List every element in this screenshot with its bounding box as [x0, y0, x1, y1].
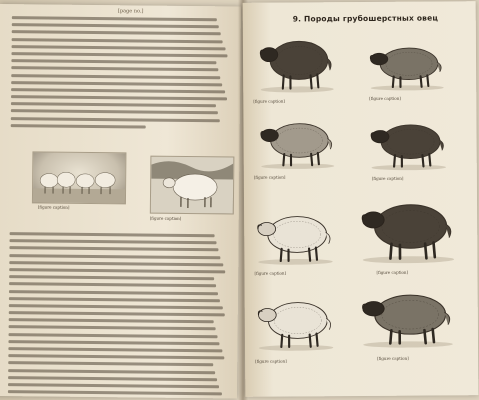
- figure-caption: [figure caption]: [255, 358, 287, 364]
- text-line: [10, 232, 215, 237]
- figure-photo-sheep-flock: [32, 151, 127, 204]
- text-line: [9, 304, 223, 309]
- sheep-drawing: [359, 35, 455, 94]
- text-line: [8, 383, 219, 388]
- figure-illustration: [249, 110, 345, 173]
- text-line: [11, 74, 220, 79]
- paragraph-text-bottom: [8, 232, 228, 398]
- figure-illustration: [349, 279, 467, 352]
- text-line: [9, 326, 216, 331]
- text-line: [11, 102, 216, 107]
- figure-illustration: [249, 26, 345, 97]
- figure-caption: [figure caption]: [253, 174, 286, 180]
- text-line: [8, 340, 219, 345]
- text-line: [9, 254, 220, 259]
- sheep-drawing: [249, 26, 345, 97]
- text-line: [8, 390, 222, 395]
- text-line: [11, 59, 216, 64]
- text-line: [11, 124, 146, 128]
- sheep-drawing: [246, 202, 344, 269]
- sheep-drawing: [249, 110, 345, 173]
- figure-caption: [figure caption]: [377, 355, 409, 361]
- sheep-drawing: [359, 111, 457, 174]
- text-line: [9, 268, 225, 273]
- text-line: [9, 333, 218, 338]
- text-line: [12, 23, 219, 28]
- figure-caption: [figure caption]: [253, 98, 285, 104]
- left-page: [0, 4, 241, 399]
- text-line: [12, 38, 223, 43]
- text-line: [8, 369, 215, 374]
- page-number: [page no.]: [117, 8, 144, 15]
- text-line: [8, 397, 143, 398]
- text-line: [8, 376, 217, 381]
- figure-caption: [figure caption]: [376, 269, 409, 275]
- figure-illustration: [247, 288, 345, 355]
- text-line: [9, 297, 220, 302]
- figure-caption: [figure caption]: [37, 204, 70, 210]
- text-line: [8, 347, 222, 352]
- text-line: [11, 52, 227, 57]
- sheep-drawing: [349, 279, 467, 352]
- text-line: [11, 66, 218, 71]
- text-line: [9, 318, 214, 323]
- figure-illustration: [348, 187, 469, 268]
- paragraph-text-top: [11, 16, 230, 133]
- figure-illustration: [359, 111, 457, 174]
- text-line: [8, 361, 213, 366]
- sheep-drawing: [348, 187, 469, 268]
- text-line: [9, 261, 223, 266]
- text-line: [9, 311, 225, 316]
- section-heading: 9. Породы грубошерстных овец: [292, 13, 439, 24]
- figure-illustration: [359, 35, 455, 94]
- figure-caption: [figure caption]: [149, 215, 182, 221]
- text-line: [9, 246, 218, 251]
- text-line: [12, 16, 217, 21]
- text-line: [11, 110, 218, 115]
- text-line: [9, 275, 214, 280]
- figure-illustration: [246, 202, 344, 269]
- right-page: [243, 1, 479, 397]
- text-line: [8, 354, 224, 359]
- figure-caption: [figure caption]: [369, 95, 401, 101]
- text-line: [9, 290, 218, 295]
- text-line: [11, 117, 220, 122]
- text-line: [11, 81, 222, 86]
- text-line: [12, 30, 221, 35]
- text-line: [11, 88, 225, 93]
- text-line: [12, 45, 226, 50]
- figure-photo-sheep-single: [150, 156, 235, 215]
- text-line: [11, 95, 227, 100]
- text-line: [10, 239, 217, 244]
- text-line: [9, 282, 216, 287]
- figure-caption: [figure caption]: [254, 270, 287, 276]
- sheep-drawing: [247, 288, 345, 355]
- figure-caption: [figure caption]: [371, 175, 404, 181]
